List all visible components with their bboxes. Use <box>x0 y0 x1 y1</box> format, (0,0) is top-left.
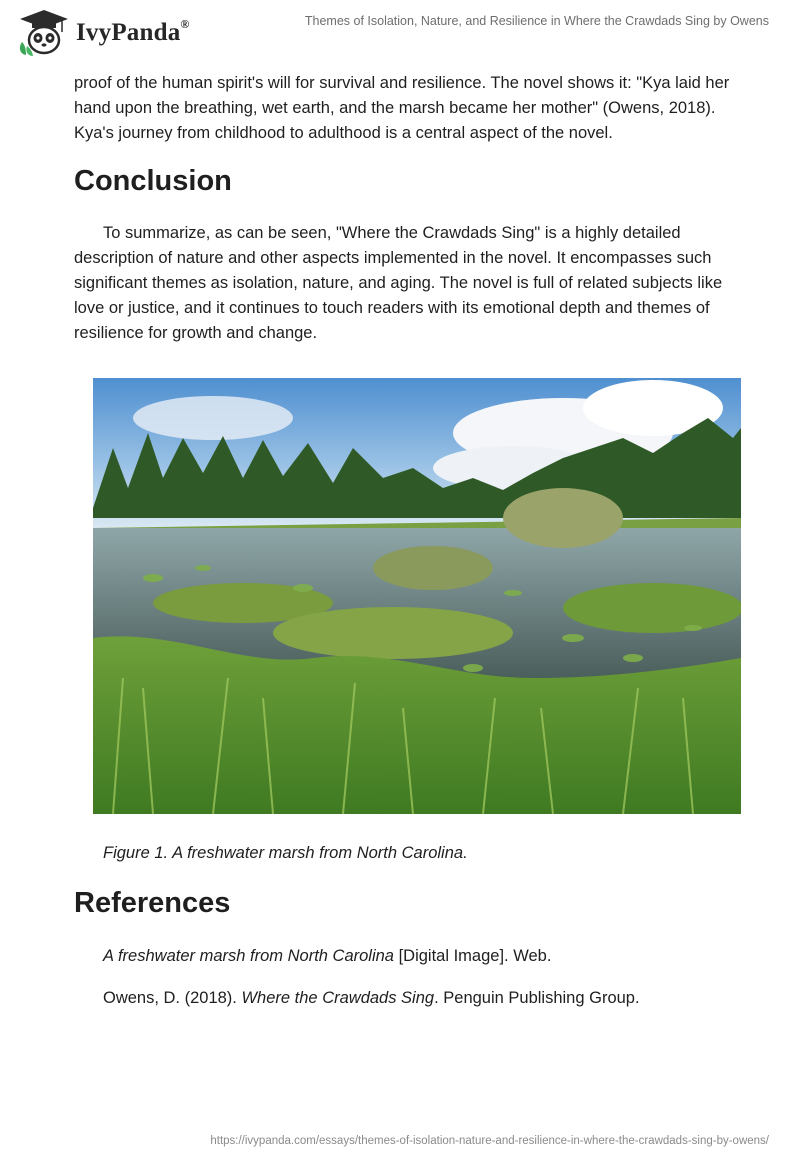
reference-details: [Digital Image]. Web. <box>393 947 552 965</box>
registered-mark: ® <box>180 17 190 31</box>
running-title: Themes of Isolation, Nature, and Resilience in Where the Crawdads Sing by Owens <box>304 14 769 28</box>
reference-item <box>103 944 734 969</box>
ivypanda-logo[interactable] <box>16 8 190 58</box>
reference-title: A freshwater marsh from North Carolina <box>103 947 394 965</box>
reference-author: Owens, D. (2018). <box>103 989 242 1007</box>
reference-title: Where the Crawdads Sing <box>241 989 435 1007</box>
figure-caption: Figure 1. A freshwater marsh from North Carolina. <box>103 844 468 862</box>
marsh-photo <box>93 378 741 814</box>
conclusion-heading: Conclusion <box>74 165 232 197</box>
source-url-link[interactable]: https://ivypanda.com/essays/themes-of-isolation-nature-and-resilience-in-where-the-crawdads-sing-by-owens/ <box>210 1135 769 1147</box>
intro-paragraph: proof of the human spirit's will for survival and resilience. The novel shows it: "Kya laid her hand upon the breathing, wet earth, and the marsh became her mother" (Owens, 2018). Kya's journey from childhood to adulthood is a central aspect of the novel. <box>74 74 730 142</box>
reference-item <box>103 986 734 1011</box>
references-heading: References <box>74 887 231 919</box>
document-body <box>74 70 734 1028</box>
logo-text <box>76 19 190 47</box>
marsh-photo-image <box>93 378 741 814</box>
conclusion-paragraph: To summarize, as can be seen, "Where the Crawdads Sing" is a highly detailed description of nature and other aspects implemented in the novel. It encompasses such significant themes as isolation, nature, and aging. The novel is full of related subjects like love or justice, and it continues to touch readers with its emotional depth and themes of resilience for growth and change. <box>74 224 723 342</box>
reference-details: . Penguin Publishing Group. <box>434 989 640 1007</box>
page-header <box>0 0 800 70</box>
logo-wordmark: IvyPanda <box>76 19 181 46</box>
ivypanda-logo-icon <box>16 8 72 58</box>
